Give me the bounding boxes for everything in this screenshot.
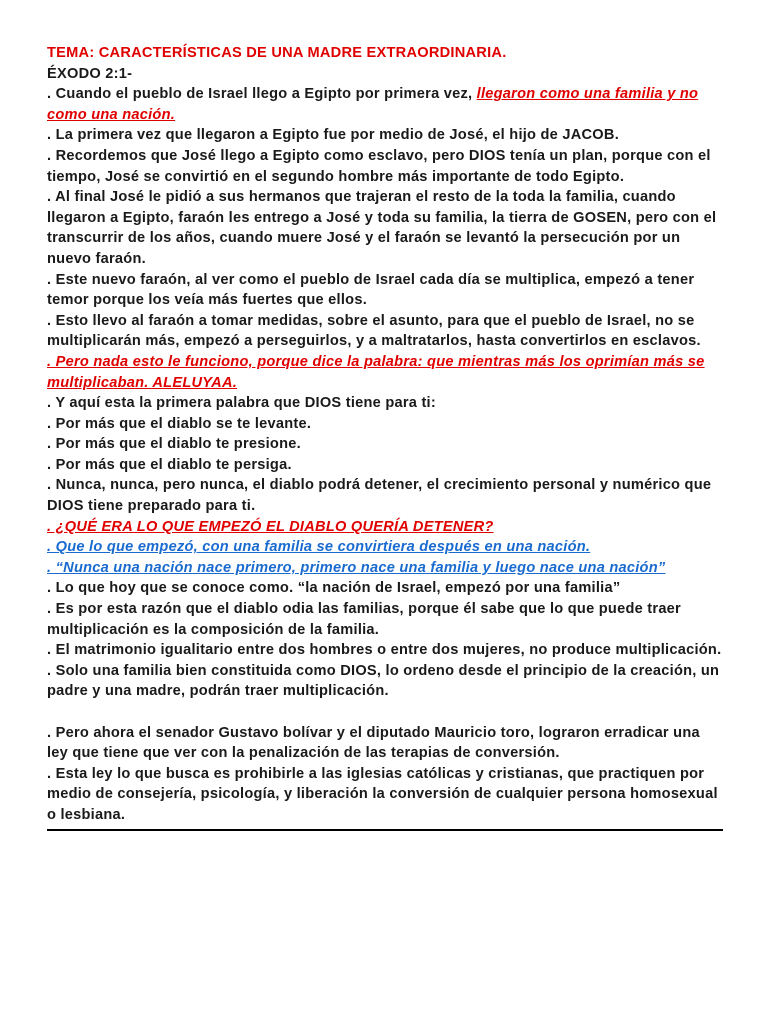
question-heading: . ¿QUÉ ERA LO QUE EMPEZÓ EL DIABLO QUERÍA DETENER? [47, 518, 494, 535]
paragraph-14: . Es por esta razón que el diablo odia las familias, porque él sabe que lo que puede traer multiplicación es la composición de la familia. [47, 601, 681, 638]
paragraph-3: . Recordemos que José llego a Egipto como esclavo, pero DIOS tenía un plan, porque con el tiempo, José se convirtió en el segundo hombre más importante de todo Egipto. [47, 147, 711, 185]
paragraph-18: . Esta ley lo que busca es prohibirle a las iglesias católicas y cristianas, que practiquen por medio de consejería, psicología, y liberación la conversión de cualquier persona homosexual o lesbiana. [47, 765, 718, 823]
list-item-2: . Por más que el diablo te presione. [47, 436, 301, 453]
answer-line-1: . Que lo que empezó, con una familia se convirtiera después en una nación. [47, 539, 591, 556]
paragraph-16: . Solo una familia bien constituida como DIOS, lo ordeno desde el principio de la creación, un padre y una madre, podrán traer multiplicación. [47, 662, 720, 700]
paragraph-13: . Lo que hoy que se conoce como. “la nación de Israel, empezó por una familia” [47, 580, 621, 597]
paragraph-15: . El matrimonio igualitario entre dos hombres o entre dos mujeres, no produce multiplicación. [47, 642, 722, 659]
paragraph-12: . Nunca, nunca, pero nunca, el diablo podrá detener, el crecimiento personal y numérico que DIOS tiene preparado para ti. [47, 477, 712, 515]
list-item-3: . Por más que el diablo te persiga. [47, 456, 292, 473]
list-item-1: . Por más que el diablo se te levante. [47, 415, 312, 432]
answer-line-2: . “Nunca una nación nace primero, primero nace una familia y luego nace una nación” [47, 559, 666, 576]
paragraph-2: . La primera vez que llegaron a Egipto fue por medio de José, el hijo de JACOB. [47, 127, 619, 144]
bottom-rule [47, 829, 723, 831]
paragraph-5: . Este nuevo faraón, al ver como el pueblo de Israel cada día se multiplica, empezó a tener temor porque los veía más fuertes que ellos. [47, 271, 695, 309]
paragraph-1-emphasis: llegaron como una familia y no como una nación. [47, 86, 699, 123]
paragraph-1-text: . Cuando el pueblo de Israel llego a Egipto por primera vez, [47, 86, 477, 103]
paragraph-8: . Y aquí esta la primera palabra que DIOS tiene para ti: [47, 395, 436, 412]
scripture-reference: ÉXODO 2:1- [47, 65, 133, 82]
document-body [47, 43, 723, 831]
highlight-red-paragraph: . Pero nada esto le funciono, porque dice la palabra: que mientras más los oprimían más se multiplicaban. ALELUYAA. [47, 353, 705, 391]
document-title: TEMA: CARACTERÍSTICAS DE UNA MADRE EXTRAORDINARIA. [47, 45, 507, 61]
paragraph-6: . Esto llevo al faraón a tomar medidas, sobre el asunto, para que el pueblo de Israel, no se multiplicarán más, empezó a perseguirlos, y a maltratarlos, hasta convertirlos en esclavos. [47, 312, 701, 350]
blank-line [47, 702, 723, 723]
paragraph-1 [47, 84, 723, 125]
paragraph-17: . Pero ahora el senador Gustavo bolívar y el diputado Mauricio toro, lograron erradicar una ley que tiene que ver con la penalización de las terapias de conversión. [47, 724, 700, 762]
paragraph-4: . Al final José le pidió a sus hermanos que trajeran el resto de la toda la familia, cuando llegaron a Egipto, faraón les entrego a José y toda su familia, la tierra de GOSEN, pero con el transcurrir de los años, cuando muere José y el faraón se levantó la persecución por un nuevo faraón. [47, 189, 717, 267]
